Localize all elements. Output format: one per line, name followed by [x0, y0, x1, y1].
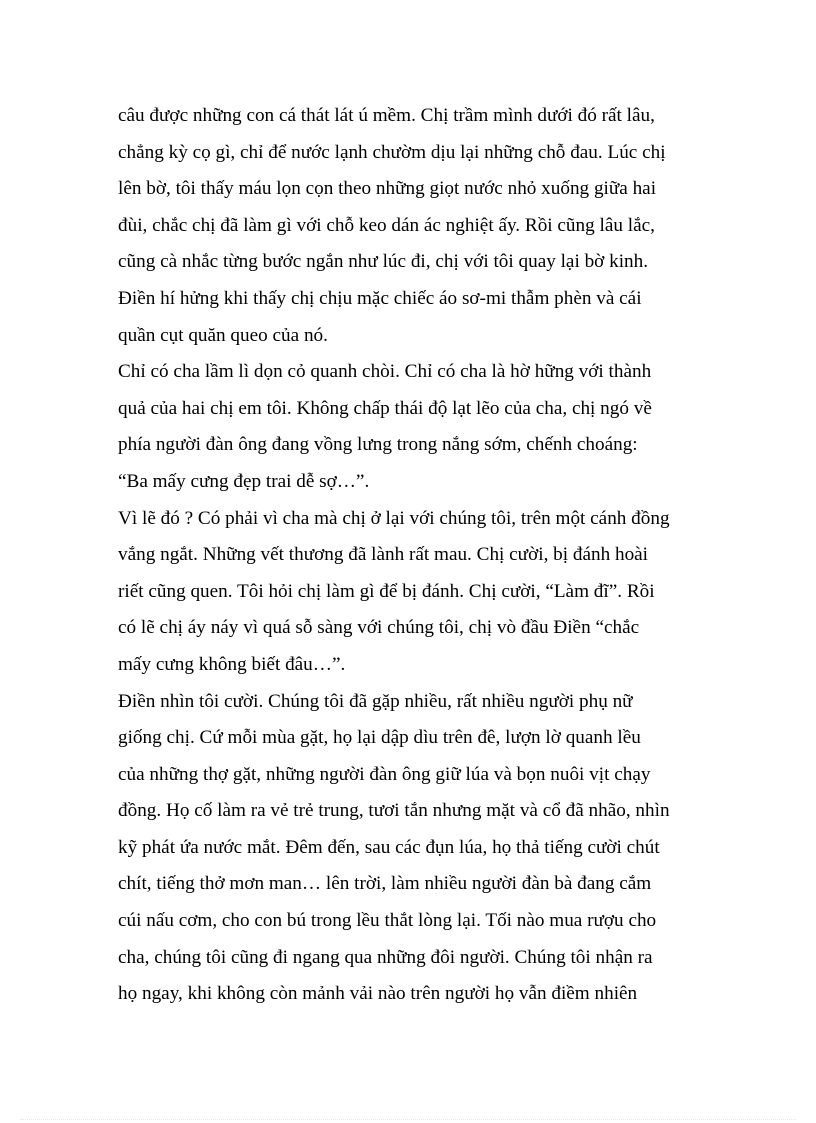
text-line: vắng ngắt. Những vết thương đã lành rất mau. Chị cười, bị đánh hoài: [118, 544, 649, 566]
text-line: chẳng kỳ cọ gì, chỉ để nước lạnh chườm dịu lại những chỗ đau. Lúc chị: [118, 141, 666, 163]
text-line: cũng cà nhắc từng bước ngắn như lúc đi, chị với tôi quay lại bờ kinh.: [118, 251, 649, 273]
text-line: lên bờ, tôi thấy máu lọn cọn theo những giọt nước nhỏ xuống giữa hai: [118, 178, 657, 200]
page-bottom-rule: [20, 1119, 796, 1120]
body-text: [118, 98, 703, 1013]
text-line: họ ngay, khi không còn mảnh vải nào trên người họ vẫn điềm nhiên: [118, 983, 638, 1005]
text-line: cúi nấu cơm, cho con bú trong lều thắt lòng lại. Tối nào mua rượu cho: [118, 910, 657, 932]
text-line: riết cũng quen. Tôi hỏi chị làm gì để bị đánh. Chị cười, “Làm đĩ”. Rồi: [118, 580, 655, 602]
text-line: cha, chúng tôi cũng đi ngang qua những đôi người. Chúng tôi nhận ra: [118, 946, 653, 968]
text-line: mấy cưng không biết đâu…”.: [118, 653, 346, 675]
text-line: quả của hai chị em tôi. Không chấp thái độ lạt lẽo của cha, chị ngó về: [118, 397, 652, 419]
text-line: câu được những con cá thát lát ú mềm. Chị trầm mình dưới đó rất lâu,: [118, 105, 655, 126]
text-line: có lẽ chị áy náy vì quá sỗ sàng với chúng tôi, chị vò đầu Điền “chắc: [118, 617, 640, 639]
text-line: đùi, chắc chị đã làm gì với chỗ keo dán ác nghiệt ấy. Rồi cũng lâu lắc,: [118, 214, 655, 236]
text-line: của những thợ gặt, những người đàn ông giữ lúa và bọn nuôi vịt chạy: [118, 763, 651, 785]
text-line: giống chị. Cứ mỗi mùa gặt, họ lại dập dìu trên đê, lượn lờ quanh lều: [118, 727, 641, 749]
text-line: Điền nhìn tôi cười. Chúng tôi đã gặp nhiều, rất nhiều người phụ nữ: [118, 690, 633, 712]
text-line: Chỉ có cha lầm lì dọn cỏ quanh chòi. Chỉ có cha là hờ hững với thành: [118, 361, 652, 383]
text-line: Điền hí hửng khi thấy chị chịu mặc chiếc áo sơ-mi thẫm phèn và cái: [118, 287, 642, 309]
text-line: đồng. Họ cố làm ra vẻ trẻ trung, tươi tắn nhưng mặt và cổ đã nhão, nhìn: [118, 800, 670, 822]
text-line: quần cụt quăn queo của nó.: [118, 324, 328, 346]
text-line: phía người đàn ông đang vồng lưng trong nắng sớm, chếnh choáng:: [118, 434, 638, 456]
text-line: chít, tiếng thở mơn man… lên trời, làm nhiều người đàn bà đang cắm: [118, 873, 652, 895]
text-line: Vì lẽ đó ? Có phải vì cha mà chị ở lại với chúng tôi, trên một cánh đồng: [118, 507, 670, 529]
text-line: kỹ phát ứa nước mắt. Đêm đến, sau các đụn lúa, họ thả tiếng cười chút: [118, 836, 660, 858]
text-line: “Ba mấy cưng đẹp trai dễ sợ…”.: [118, 470, 370, 492]
